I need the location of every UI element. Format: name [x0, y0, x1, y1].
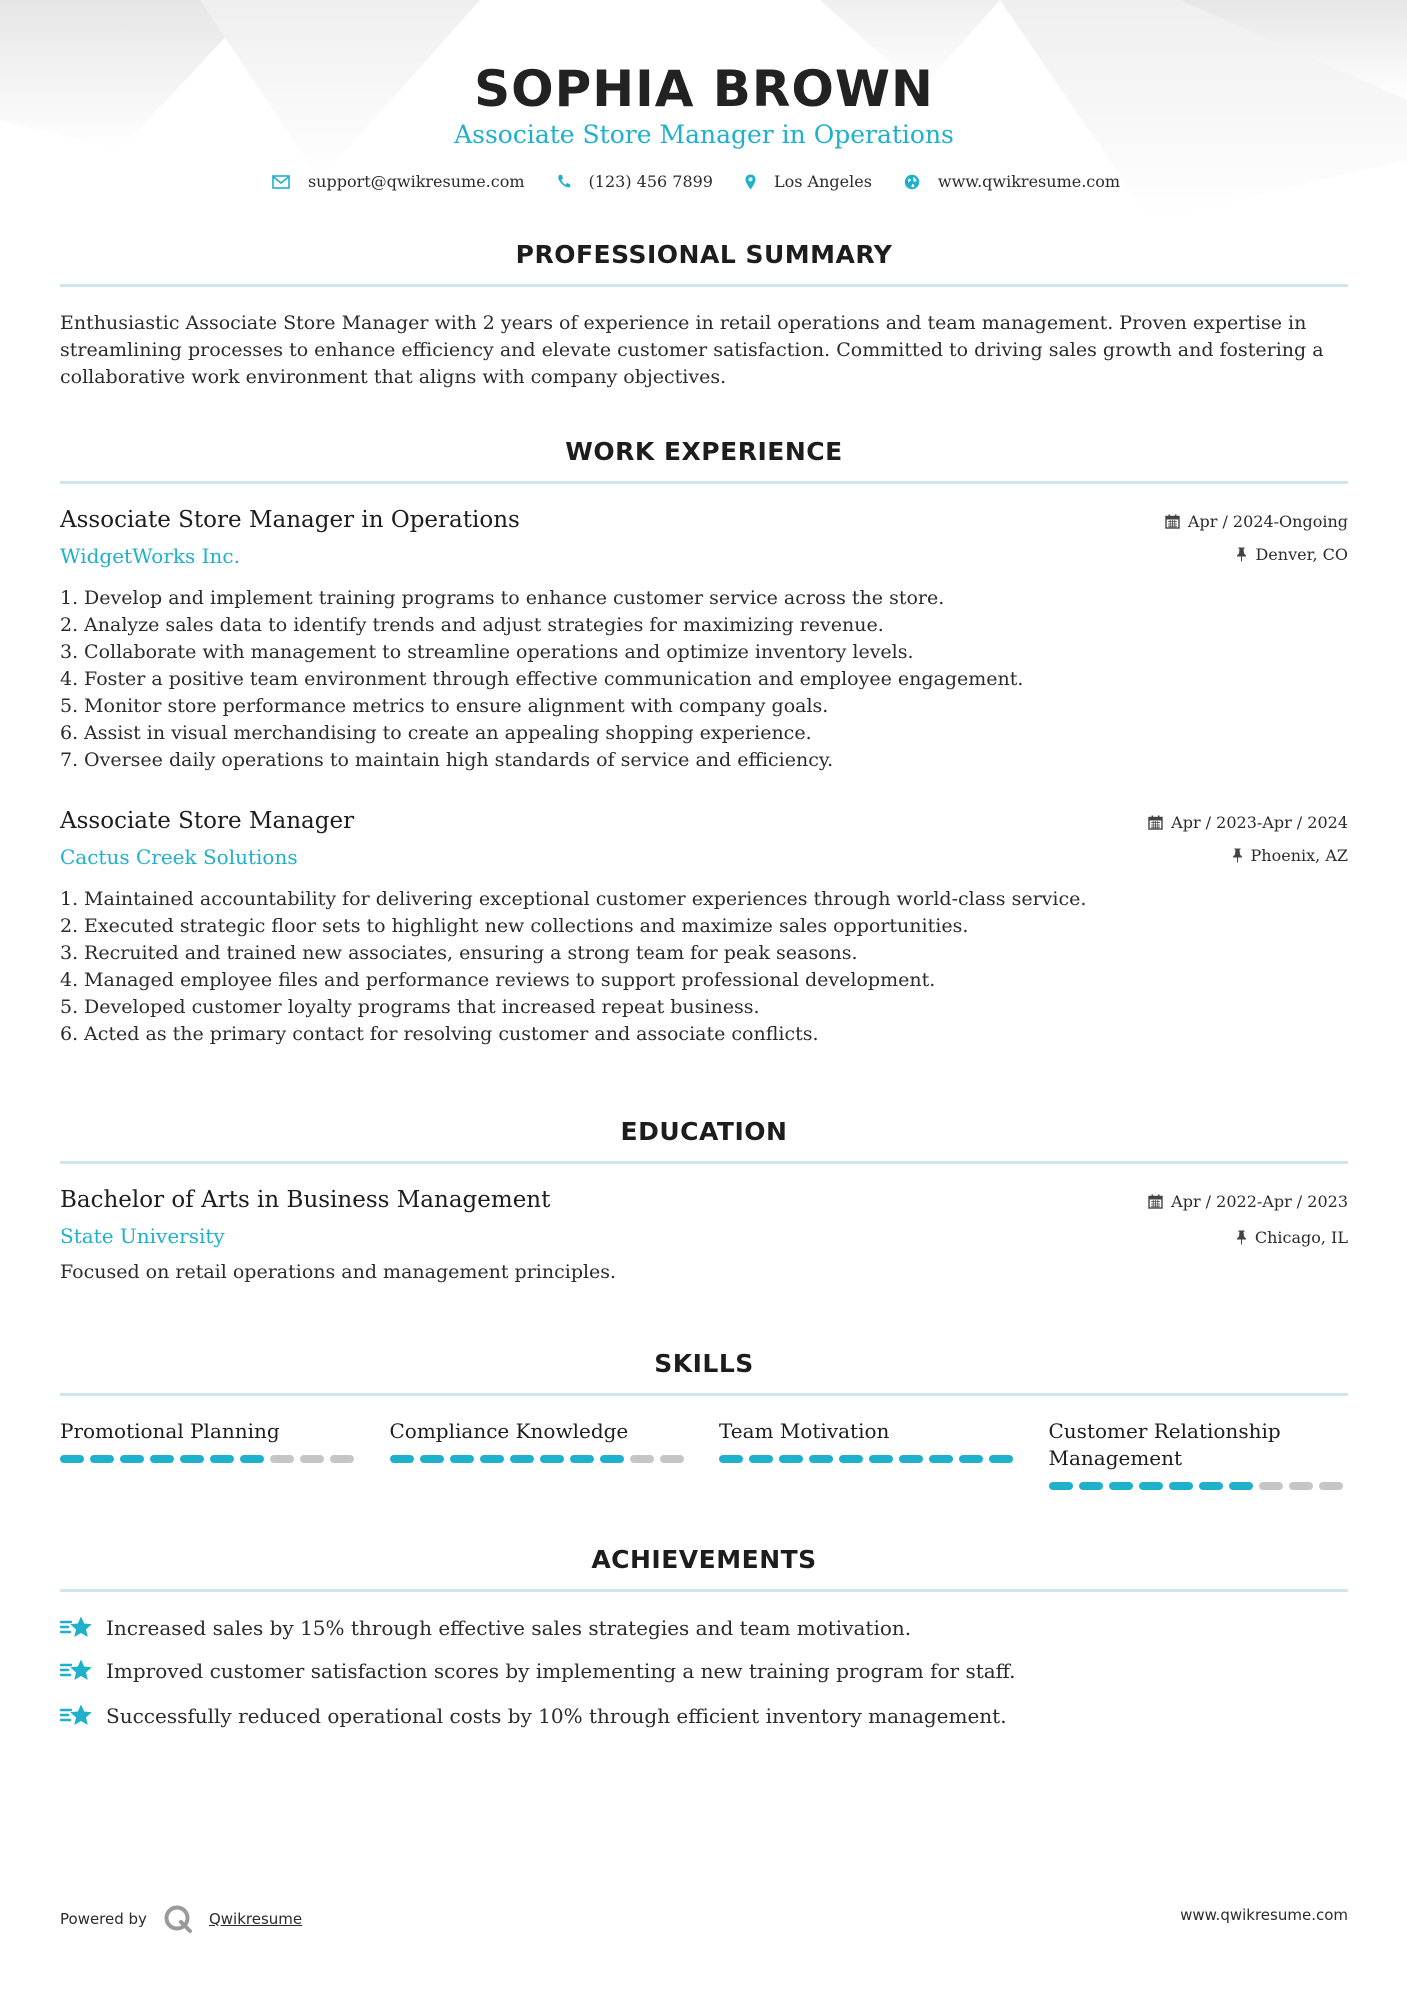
skill-segment-empty	[660, 1455, 684, 1463]
contact-phone[interactable]	[557, 172, 713, 191]
education-description: Focused on retail operations and management principles.	[60, 1261, 617, 1283]
skill-segment-empty	[1259, 1482, 1283, 1490]
achievement-text: Increased sales by 15% through effective sales strategies and team motivation.	[106, 1616, 912, 1640]
contact-website[interactable]	[904, 172, 1120, 191]
list-item: 4. Managed employee files and performance reviews to support professional development.	[60, 969, 936, 991]
education-date	[1148, 1192, 1348, 1211]
list-item: 4. Foster a positive team environment through effective communication and employee engagement.	[60, 668, 1024, 690]
pushpin-icon	[1236, 1230, 1247, 1245]
summary-heading: PROFESSIONAL SUMMARY	[515, 240, 893, 269]
achievement-item	[60, 1658, 1016, 1684]
skill-name: Promotional Planning	[60, 1419, 280, 1443]
contact-website-text: www.qwikresume.com	[937, 172, 1121, 191]
skill-segment-filled	[869, 1455, 893, 1463]
star-icon	[60, 1703, 94, 1729]
education-location	[1236, 1228, 1348, 1247]
footer-website-link[interactable]: www.qwikresume.com	[1180, 1906, 1348, 1924]
list-item: 5. Developed customer loyalty programs that increased repeat business.	[60, 996, 760, 1018]
star-icon	[60, 1615, 94, 1641]
job-title: Associate Store Manager	[60, 808, 355, 834]
achievement-item	[60, 1703, 1007, 1729]
experience-divider	[60, 481, 1348, 484]
education-heading: EDUCATION	[620, 1117, 788, 1146]
skill-segment-filled	[989, 1455, 1013, 1463]
list-item: 7. Oversee daily operations to maintain high standards of service and efficiency.	[60, 749, 834, 771]
skill-item	[390, 1418, 690, 1490]
contact-email-text: support@qwikresume.com	[307, 172, 525, 191]
achievements-heading: ACHIEVEMENTS	[591, 1545, 817, 1574]
achievement-text: Successfully reduced operational costs by 10% through efficient inventory management.	[106, 1704, 1007, 1728]
job-location-text: Denver, CO	[1255, 545, 1348, 564]
star-icon	[60, 1658, 94, 1684]
footer-powered-by	[60, 1904, 302, 1934]
skill-rating-bar	[60, 1455, 360, 1463]
skills-grid	[60, 1418, 1348, 1490]
skill-segment-filled	[839, 1455, 863, 1463]
achievement-text: Improved customer satisfaction scores by implementing a new training program for staff.	[106, 1659, 1016, 1683]
job-location-text: Phoenix, AZ	[1250, 846, 1348, 865]
calendar-icon	[1165, 514, 1180, 529]
job-responsibilities	[60, 585, 1348, 774]
skill-segment-empty	[1289, 1482, 1313, 1490]
list-item: 1. Develop and implement training programs to enhance customer service across the store.	[60, 587, 945, 609]
skill-segment-filled	[1139, 1482, 1163, 1490]
skill-segment-filled	[570, 1455, 594, 1463]
skill-segment-filled	[600, 1455, 624, 1463]
list-item: 3. Collaborate with management to streamline operations and optimize inventory levels.	[60, 641, 914, 663]
qwikresume-link[interactable]: Qwikresume	[208, 1910, 303, 1928]
skill-segment-empty	[330, 1455, 354, 1463]
contact-row	[60, 172, 1348, 191]
skill-segment-empty	[300, 1455, 324, 1463]
skill-segment-filled	[779, 1455, 803, 1463]
skill-segment-filled	[749, 1455, 773, 1463]
skill-name: Team Motivation	[719, 1419, 890, 1443]
list-item: 2. Executed strategic floor sets to highlight new collections and maximize sales opportunities.	[60, 915, 969, 937]
skill-segment-filled	[540, 1455, 564, 1463]
degree-title: Bachelor of Arts in Business Management	[60, 1187, 551, 1213]
skill-segment-filled	[210, 1455, 234, 1463]
pushpin-icon	[1232, 848, 1243, 863]
skill-rating-bar	[390, 1455, 690, 1463]
summary-text: Enthusiastic Associate Store Manager with 2 years of experience in retail operations and team management. Proven expertise in streamlining processes to enhance efficiency and elevate customer satisfaction. Committed to driving sales growth and fostering a collaborative work environment that aligns with company objectives.	[60, 312, 1324, 388]
skill-segment-filled	[120, 1455, 144, 1463]
skill-item	[1049, 1418, 1349, 1490]
skill-name: Compliance Knowledge	[389, 1419, 629, 1443]
contact-email[interactable]	[272, 172, 525, 191]
job-date	[1165, 512, 1348, 531]
skill-segment-empty	[1319, 1482, 1343, 1490]
job-responsibilities	[60, 886, 1348, 1048]
school-name: State University	[60, 1224, 225, 1248]
skill-rating-bar	[1049, 1482, 1349, 1490]
job-company: WidgetWorks Inc.	[60, 544, 240, 568]
contact-location-text: Los Angeles	[773, 172, 872, 191]
skill-segment-filled	[240, 1455, 264, 1463]
qwikresume-logo-icon	[163, 1904, 193, 1934]
contact-phone-text: (123) 456 7899	[588, 172, 713, 191]
job-date-text: Apr / 2023-Apr / 2024	[1171, 813, 1348, 832]
phone-icon	[557, 174, 571, 189]
skill-segment-filled	[60, 1455, 84, 1463]
list-item: 6. Acted as the primary contact for resolving customer and associate conflicts.	[60, 1023, 819, 1045]
skills-divider	[60, 1393, 1348, 1396]
skill-segment-empty	[270, 1455, 294, 1463]
skill-segment-filled	[150, 1455, 174, 1463]
education-date-text: Apr / 2022-Apr / 2023	[1171, 1192, 1348, 1211]
skill-segment-filled	[450, 1455, 474, 1463]
skill-segment-filled	[480, 1455, 504, 1463]
education-divider	[60, 1161, 1348, 1164]
candidate-name: SOPHIA BROWN	[474, 60, 934, 118]
skill-segment-filled	[1079, 1482, 1103, 1490]
contact-location	[745, 172, 872, 191]
envelope-icon	[272, 175, 290, 189]
skill-segment-filled	[510, 1455, 534, 1463]
job-date	[1148, 813, 1348, 832]
list-item: 2. Analyze sales data to identify trends and adjust strategies for maximizing revenue.	[60, 614, 884, 636]
skill-item	[60, 1418, 360, 1490]
skill-name: Customer Relationship Management	[1048, 1419, 1281, 1470]
skill-segment-filled	[809, 1455, 833, 1463]
skill-segment-filled	[719, 1455, 743, 1463]
achievement-item	[60, 1615, 911, 1641]
achievements-divider	[60, 1589, 1348, 1592]
list-item: 5. Monitor store performance metrics to ensure alignment with company goals.	[60, 695, 829, 717]
list-item: 6. Assist in visual merchandising to create an appealing shopping experience.	[60, 722, 812, 744]
skill-segment-filled	[420, 1455, 444, 1463]
skill-segment-filled	[959, 1455, 983, 1463]
list-item: 3. Recruited and trained new associates, ensuring a strong team for peak seasons.	[60, 942, 858, 964]
job-title: Associate Store Manager in Operations	[60, 507, 520, 533]
job-date-text: Apr / 2024-Ongoing	[1187, 512, 1348, 531]
skill-segment-filled	[90, 1455, 114, 1463]
skills-heading: SKILLS	[654, 1349, 754, 1378]
skill-segment-filled	[390, 1455, 414, 1463]
job-company: Cactus Creek Solutions	[60, 845, 298, 869]
globe-icon	[904, 174, 920, 190]
skill-segment-filled	[1109, 1482, 1133, 1490]
map-marker-icon	[745, 174, 756, 190]
skill-segment-filled	[929, 1455, 953, 1463]
candidate-title: Associate Store Manager in Operations	[454, 120, 954, 149]
skill-segment-filled	[1049, 1482, 1073, 1490]
job-location	[1236, 545, 1348, 564]
skill-segment-filled	[1199, 1482, 1223, 1490]
skill-segment-filled	[899, 1455, 923, 1463]
skill-item	[719, 1418, 1019, 1490]
pushpin-icon	[1236, 547, 1247, 562]
skill-segment-filled	[1169, 1482, 1193, 1490]
job-location	[1232, 846, 1348, 865]
skill-segment-empty	[630, 1455, 654, 1463]
skill-rating-bar	[719, 1455, 1019, 1463]
calendar-icon	[1148, 1194, 1163, 1209]
calendar-icon	[1148, 815, 1163, 830]
education-location-text: Chicago, IL	[1254, 1228, 1348, 1247]
skill-segment-filled	[1229, 1482, 1253, 1490]
powered-by-label: Powered by	[60, 1910, 147, 1928]
list-item: 1. Maintained accountability for delivering exceptional customer experiences through world-class service.	[60, 888, 1087, 910]
skill-segment-filled	[180, 1455, 204, 1463]
experience-heading: WORK EXPERIENCE	[565, 437, 843, 466]
summary-divider	[60, 284, 1348, 287]
